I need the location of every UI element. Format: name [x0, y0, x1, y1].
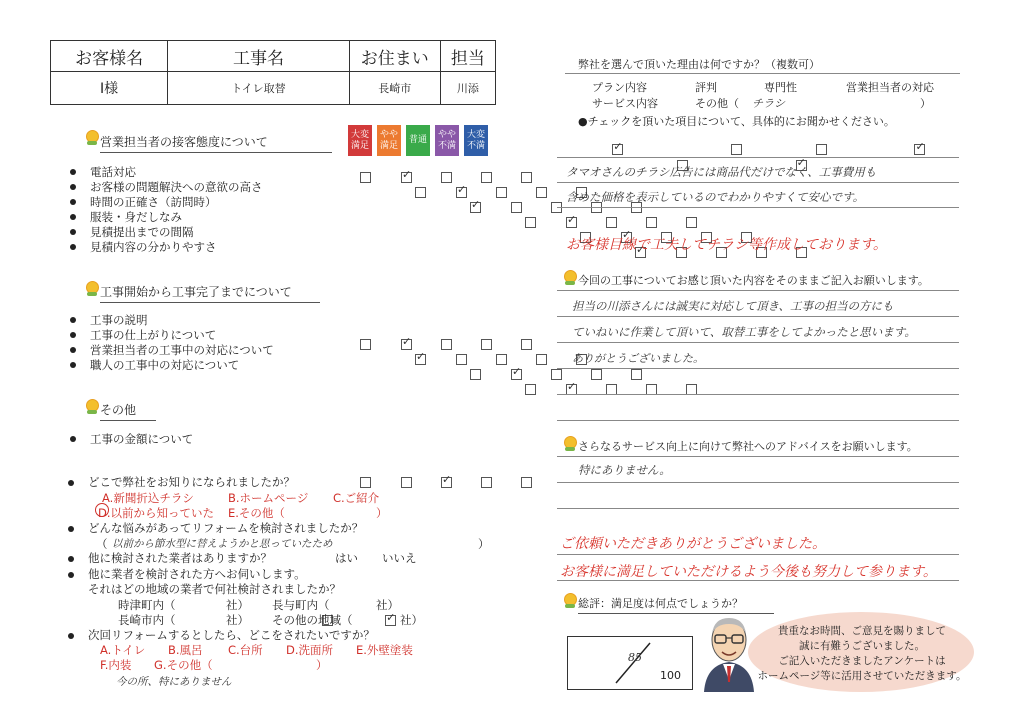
q-other-detail-sub: それはどの地域の業者で何社検討されましたか？	[88, 582, 341, 596]
ruled-line	[557, 554, 959, 555]
region-other-close: 社）	[400, 613, 423, 627]
ruled-line	[557, 508, 959, 509]
q-found-text: どこで弊社をお知りになられましたか？	[88, 475, 295, 489]
thanks-line-4: ホームページ等に活用させていただきます。	[757, 670, 967, 682]
bullet	[70, 332, 76, 338]
next-opt-f[interactable]: F.内装	[100, 658, 132, 672]
rating-checkbox[interactable]	[441, 477, 452, 488]
detail-line-2: 含めた価格を表示しているのでわかりやすくて安心です。	[566, 190, 865, 204]
rating-checkbox[interactable]	[441, 339, 452, 350]
rating-checkbox[interactable]	[481, 477, 492, 488]
opt-b-homepage[interactable]: B.ホームページ	[228, 491, 309, 505]
bullet	[68, 633, 74, 639]
q-worry-text: どんな悩みがあってリフォームを検討されましたか？	[88, 521, 364, 535]
customer-address: 長崎市	[349, 72, 440, 105]
rating-item-label: 工事の金額について	[90, 432, 194, 446]
opt-e-close: ）	[376, 506, 388, 520]
checkbox-plan[interactable]	[612, 144, 623, 155]
score-title: 総評：満足度は何点でしょうか？	[578, 595, 774, 614]
rating-checkbox[interactable]	[521, 477, 532, 488]
ruled-line	[557, 482, 959, 483]
scale-dissatisfied: やや不満	[435, 125, 459, 156]
next-opt-b[interactable]: B.風呂	[168, 643, 203, 657]
bullet	[70, 436, 76, 442]
next-opt-c[interactable]: C.台所	[228, 643, 263, 657]
rating-checkbox[interactable]	[360, 172, 371, 183]
ruled-line	[557, 368, 959, 369]
impression-line-3: ありがとうございました。	[572, 352, 704, 365]
rating-checkbox[interactable]	[441, 172, 452, 183]
bullet	[68, 572, 74, 578]
rating-checkbox[interactable]	[360, 339, 371, 350]
ruled-line	[557, 394, 959, 395]
leaf-icon	[565, 281, 575, 285]
rating-checkbox[interactable]	[525, 384, 536, 395]
ruled-line	[557, 182, 959, 183]
score-value: 85	[628, 651, 642, 664]
rating-item-label: 工事の仕上がりについて	[90, 328, 217, 342]
header-staff-label: 担当	[440, 41, 495, 72]
region-other: その他の地域（	[272, 613, 353, 627]
staff-reply-3: お客様に満足していただけるよう今後も努力して参ります。	[560, 564, 937, 580]
customer-header-table	[50, 40, 496, 105]
rating-checkbox[interactable]	[536, 187, 547, 198]
rating-checkbox[interactable]	[521, 339, 532, 350]
label-no: いいえ	[382, 551, 417, 565]
checkbox-review[interactable]	[731, 144, 742, 155]
rating-checkbox[interactable]	[566, 217, 577, 228]
rating-item-label: 時間の正確さ（訪問時）	[90, 195, 217, 209]
leaf-icon	[87, 141, 97, 145]
bullet	[68, 480, 74, 486]
rating-checkbox[interactable]	[646, 217, 657, 228]
rating-checkbox[interactable]	[456, 354, 467, 365]
rating-checkbox[interactable]	[470, 369, 481, 380]
reason-expertise: 専門性	[764, 81, 797, 94]
rating-checkbox[interactable]	[511, 202, 522, 213]
rating-checkbox[interactable]	[415, 187, 426, 198]
opt-a-flyer[interactable]: A.新聞折込チラシ	[102, 491, 194, 505]
scale-very-satisfied: 大変満足	[348, 125, 372, 156]
rating-item-label: 電話対応	[90, 165, 136, 179]
reason-plan: プラン内容	[592, 81, 647, 94]
bullet	[70, 214, 76, 220]
ruled-line	[557, 207, 959, 208]
rating-checkbox[interactable]	[496, 354, 507, 365]
region-togitsu-close: 社）	[226, 598, 249, 612]
region-nagayo-close: 社）	[376, 598, 399, 612]
rating-checkbox[interactable]	[606, 217, 617, 228]
region-togitsu: 時津町内（	[118, 598, 176, 612]
staff-name: 川添	[440, 72, 495, 105]
staff-reply-2: ご依頼いただきありがとうございました。	[560, 536, 826, 552]
worry-close: ）	[478, 537, 490, 551]
q-other-text: 他に検討された業者はありますか？	[88, 551, 272, 565]
header-work-label: 工事名	[168, 41, 349, 72]
reason-sales: 営業担当者の対応	[846, 81, 934, 94]
impression-line-1: 担当の川添さんには誠実に対応して頂き、工事の担当の方にも	[572, 299, 894, 313]
next-answer: 今の所、特にありません	[116, 676, 232, 688]
reason-other-answer: チラシ	[752, 97, 785, 110]
rating-item-label: 見積内容の分かりやすさ	[90, 240, 217, 254]
checkbox-expertise[interactable]	[816, 144, 827, 155]
opt-e-other[interactable]: E.その他（	[228, 506, 285, 520]
reason-other: その他（	[695, 97, 739, 110]
checkbox-sales[interactable]	[914, 144, 925, 155]
customer-name: I様	[51, 72, 168, 105]
next-opt-g[interactable]: G.その他（	[154, 658, 213, 672]
reason-review: 評判	[695, 81, 717, 94]
scale-neutral: 普通	[406, 125, 430, 156]
header-address-label: お住まい	[349, 41, 440, 72]
opt-d-known-before[interactable]: D.以前から知っていた	[98, 506, 215, 520]
score-max: 100	[660, 669, 681, 682]
bullet	[70, 347, 76, 353]
rating-checkbox[interactable]	[401, 477, 412, 488]
rating-checkbox[interactable]	[481, 172, 492, 183]
rating-checkbox[interactable]	[401, 172, 412, 183]
scale-very-dissatisfied: 大変不満	[464, 125, 488, 156]
next-opt-a[interactable]: A.トイレ	[100, 643, 146, 657]
ruled-line	[557, 342, 959, 343]
rating-checkbox[interactable]	[415, 354, 426, 365]
rating-checkbox[interactable]	[401, 339, 412, 350]
worry-open: （	[96, 537, 108, 551]
rating-item-label: 服装・身だしなみ	[90, 210, 182, 224]
bullet	[68, 556, 74, 562]
opt-c-referral[interactable]: C.ご紹介	[333, 491, 380, 505]
q-other-detail-text: 他に業者を検討された方へお伺いします。	[88, 567, 306, 581]
leaf-icon	[87, 292, 97, 296]
reason-title: 弊社を選んで頂いた理由は何ですか？（複数可）	[578, 58, 820, 71]
ruled-line	[557, 420, 959, 421]
rating-checkbox[interactable]	[551, 369, 562, 380]
worry-answer: 以前から節水型に替えようかと思っていたため	[112, 538, 333, 550]
next-opt-d[interactable]: D.洗面所	[286, 643, 334, 657]
rating-checkbox[interactable]	[456, 187, 467, 198]
reason-service: サービス内容	[592, 97, 658, 110]
leaf-icon	[565, 604, 575, 608]
q-next-text: 次回リフォームするとしたら、どこをされたいですか？	[88, 628, 375, 642]
ruled-line	[557, 157, 959, 158]
rating-checkbox[interactable]	[511, 369, 522, 380]
leaf-icon	[87, 410, 97, 414]
rating-checkbox[interactable]	[481, 339, 492, 350]
impression-line-2: ていねいに作業して頂いて、取替工事をしてよかったと思います。	[572, 325, 916, 339]
bullet	[70, 184, 76, 190]
checkbox-no[interactable]	[385, 615, 396, 626]
advice-title: さらなるサービス向上に向けて弊社へのアドバイスをお願いします。	[578, 440, 918, 453]
region-nagasaki: 長崎市内（	[118, 613, 176, 627]
thanks-line-3: ご記入いただきましたアンケートは	[778, 655, 946, 667]
bullet	[70, 199, 76, 205]
rating-item-label: お客様の問題解決への意欲の高さ	[90, 180, 263, 194]
bullet	[70, 169, 76, 175]
divider	[565, 73, 960, 74]
thanks-line-1: 貴重なお時間、ご意見を賜りまして	[778, 625, 946, 637]
rating-checkbox[interactable]	[686, 217, 697, 228]
next-opt-g-close: ）	[316, 658, 328, 672]
bullet	[70, 244, 76, 250]
rating-item-label: 職人の工事中の対応について	[90, 358, 240, 372]
leaf-icon	[565, 447, 575, 451]
label-yes: はい	[335, 551, 358, 565]
rating-item-label: 見積提出までの間隔	[90, 225, 194, 239]
ruled-line	[557, 316, 959, 317]
rating-checkbox[interactable]	[496, 187, 507, 198]
score-box	[567, 636, 693, 690]
staff-reply-1: お客様目線で工夫してチラシ等作成しております。	[566, 237, 887, 253]
section1-title: 営業担当者の接客態度について	[100, 133, 332, 153]
rating-checkbox[interactable]	[591, 369, 602, 380]
ruled-line	[557, 456, 959, 457]
bullet	[70, 317, 76, 323]
bullet	[70, 229, 76, 235]
region-nagayo: 長与町内（	[272, 598, 330, 612]
scale-satisfied: やや満足	[377, 125, 401, 156]
rating-checkbox[interactable]	[536, 354, 547, 365]
section3-title: その他	[100, 401, 156, 421]
bullet	[68, 526, 74, 532]
thanks-message	[756, 624, 968, 684]
rating-checkbox[interactable]	[470, 202, 481, 213]
rating-checkbox[interactable]	[525, 217, 536, 228]
rating-checkbox[interactable]	[521, 172, 532, 183]
rating-checkbox[interactable]	[360, 477, 371, 488]
impression-title: 今回の工事についてお感じ頂いた内容をそのままご記入お願いします。	[578, 274, 929, 287]
rating-scale	[348, 125, 488, 156]
rating-checkbox[interactable]	[631, 369, 642, 380]
region-nagasaki-close: 社）	[226, 613, 249, 627]
ruled-line	[557, 290, 959, 291]
work-name: トイレ取替	[168, 72, 349, 105]
advice-answer: 特にありません。	[578, 463, 671, 477]
header-customer-label: お客様名	[51, 41, 168, 72]
section2-title: 工事開始から工事完了までについて	[100, 283, 320, 303]
detail-line-1: タマオさんのチラシ広告には商品代だけでなく、工事費用も	[566, 165, 877, 179]
detail-prompt: ●チェックを頂いた項目について、具体的にお聞かせください。	[578, 115, 895, 128]
bullet	[70, 362, 76, 368]
next-opt-e[interactable]: E.外壁塗装	[356, 643, 413, 657]
reason-other-close: ）	[920, 97, 931, 110]
rating-item-label: 工事の説明	[90, 313, 148, 327]
rating-item-label: 営業担当者の工事中の対応について	[90, 343, 274, 357]
thanks-line-2: 誠に有難うございました。	[799, 640, 925, 652]
